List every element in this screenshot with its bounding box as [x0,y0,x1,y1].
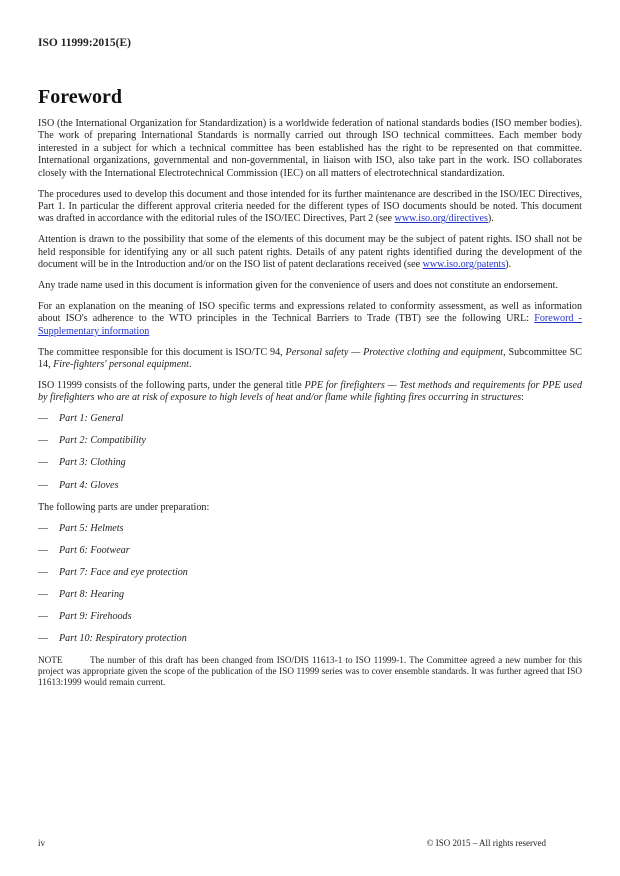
text: The procedures used to develop this document and those intended for its further maintenance are described in the ISO/IEC Directives, Part 1. In particular the different approval criteria needed for the different types of ISO documents should be noted. This document was drafted in accordance with the editorial rules of the ISO/IEC Directives, Part 2 (see [38,188,582,225]
text: ). [487,213,494,225]
paragraph [38,234,582,271]
text: : [521,392,524,404]
page-number: iv [38,838,46,848]
text: Part 1: General [59,413,124,425]
dash: — [38,544,49,556]
list-item [38,611,582,623]
dash: — [38,479,49,491]
text: The committee responsible for this document is ISO/TC 94, [38,346,286,358]
list-item [38,413,582,425]
text: Attention is drawn to the possibility that some of the elements of this document may be the subject of patent rights. ISO shall not be held responsible for identifying any or all such patent rights. Details of any patent rights identified during the development of the document will be in the Introduction and/or on the ISO list of patent declarations received (see [38,234,582,271]
text: , Subcommittee SC 14, [38,346,582,370]
dash: — [38,588,49,600]
text: Part 2: Compatibility [59,435,146,447]
paragraph: ISO (the International Organization for Standardization) is a worldwide federation of national standards bodies (ISO member bodies). The work of preparing International Standards is normally carried out through ISO technical committees. Each member body interested in a subject for which a technical committee has been established has the right to be represented on that committee. International organizations, governmental and non-governmental, in liaison with ISO, also take part in the work. ISO collaborates closely with the International Electrotechnical Commission (IEC) on all matters of electrotechnical standardization. [38,118,582,179]
paragraph [38,380,582,405]
list-item [38,480,582,492]
text: Part 7: Face and eye protection [59,566,188,578]
foreword-body [38,118,582,689]
text: Part 6: Footwear [59,544,130,556]
dash: — [38,435,49,447]
list-item [38,567,582,579]
text: Part 3: Clothing [59,457,126,469]
text: Part 5: Helmets [59,522,124,534]
prep-parts-list [38,523,582,646]
text: Fire-fighters' personal equipment [53,359,189,370]
text: ISO 11999 consists of the following parts, under the general title [38,379,305,391]
text: . [188,359,192,370]
document-header: ISO 11999:2015(E) [38,37,131,49]
dash: — [38,632,49,644]
dash: — [38,566,49,578]
paragraph [38,347,582,372]
dash: — [38,413,49,425]
text: Personal safety — Protective clothing and equipment [285,346,504,358]
text: PPE for firefighters — Test methods and requirements for PPE used by firefighters who are at risk of exposure to high levels of heat and/or flame while fighting fires occurring in structures [38,379,582,404]
text: ). [505,259,512,271]
supplementary-info-link[interactable]: Foreword - Supplementary information [38,313,582,337]
note-label: NOTE [38,655,63,666]
list-item [38,523,582,535]
paragraph [38,301,582,338]
list-item [38,545,582,557]
copyright: © ISO 2015 – All rights reserved [426,838,546,848]
note [38,655,582,689]
dash: — [38,610,49,622]
list-item [38,457,582,469]
text: Part 10: Respiratory protection [59,632,187,644]
section-title: Foreword [38,86,123,108]
note-text: The number of this draft has been changed from ISO/DIS 11613-1 to ISO 11999-1. The Committee agreed a new number for this project was appropriate given the scope of the publication of the ISO 11999 series was to cover ensemble standards. It was further agreed that ISO 11613:1999 would remain current. [38,655,582,688]
paragraph [38,189,582,226]
text: Part 4: Gloves [59,479,119,491]
paragraph: The following parts are under preparation: [38,501,210,513]
paragraph: Any trade name used in this document is information given for the convenience of users and does not constitute an endorsement. [38,279,558,291]
text: Part 9: Firehoods [59,610,132,622]
parts-list [38,413,582,492]
list-item [38,435,582,447]
dash: — [38,522,49,534]
patents-link[interactable]: www.iso.org/patents [422,259,506,271]
directives-link[interactable]: www.iso.org/directives [394,213,488,225]
dash: — [38,457,49,469]
list-item [38,633,582,645]
text: For an explanation on the meaning of ISO specific terms and expressions related to conformity assessment, as well as information about ISO's adherence to the WTO principles in the Technical Barriers to Trade (TBT) see the following URL: [38,300,582,325]
list-item [38,589,582,601]
text: Part 8: Hearing [59,588,125,600]
